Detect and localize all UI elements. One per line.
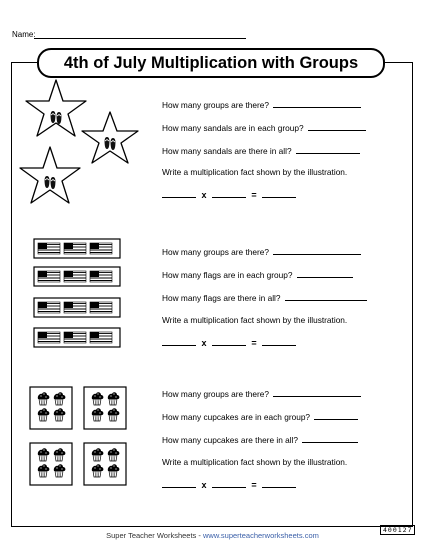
flag-group-2 [34, 267, 120, 286]
p2-instruction: Write a multiplication fact shown by the illustration. [162, 315, 348, 325]
p3-instruction: Write a multiplication fact shown by the illustration. [162, 457, 348, 467]
answer-blank[interactable] [285, 292, 367, 301]
answer-blank[interactable] [273, 388, 361, 397]
answer-blank[interactable] [302, 434, 358, 443]
flag-group-4 [34, 328, 120, 347]
answer-blank[interactable] [273, 246, 361, 255]
p2-fact: x = [162, 337, 296, 348]
cupcake-group-1 [30, 387, 72, 429]
answer-blank[interactable] [273, 99, 361, 108]
p2-groups-question: How many groups are there? [162, 246, 361, 257]
flag-group-3 [34, 298, 120, 317]
fact-blank[interactable] [262, 337, 296, 346]
fact-blank[interactable] [212, 479, 246, 488]
fact-blank[interactable] [262, 189, 296, 198]
worksheet-title: 4th of July Multiplication with Groups [37, 48, 385, 78]
footer-brand: Super Teacher Worksheets [106, 531, 197, 540]
fact-blank[interactable] [162, 479, 196, 488]
p1-instruction: Write a multiplication fact shown by the illustration. [162, 167, 348, 177]
cupcake-group-3 [30, 443, 72, 485]
fact-blank[interactable] [162, 189, 196, 198]
cupcake-group-4 [84, 443, 126, 485]
cupcake-group-2 [84, 387, 126, 429]
star-group-2 [82, 112, 138, 163]
fact-blank[interactable] [212, 337, 246, 346]
fact-blank[interactable] [162, 337, 196, 346]
p1-each-question: How many sandals are in each group? [162, 122, 366, 133]
name-label: Name: [12, 30, 36, 39]
p2-total-question: How many flags are there in all? [162, 292, 367, 303]
p3-groups-question: How many groups are there? [162, 388, 361, 399]
fact-blank[interactable] [262, 479, 296, 488]
footer: Super Teacher Worksheets - www.superteacherworksheets.com [106, 531, 319, 540]
answer-blank[interactable] [297, 269, 353, 278]
p3-total-question: How many cupcakes are there in all? [162, 434, 358, 445]
p2-each-question: How many flags are in each group? [162, 269, 353, 280]
p1-total-question: How many sandals are there in all? [162, 145, 360, 156]
footer-url-link[interactable]: www.superteacherworksheets.com [202, 531, 319, 540]
answer-blank[interactable] [308, 122, 366, 131]
worksheet-code: 400127 [380, 525, 415, 535]
p3-each-question: How many cupcakes are in each group? [162, 411, 358, 422]
fact-blank[interactable] [212, 189, 246, 198]
answer-blank[interactable] [314, 411, 358, 420]
flag-group-1 [34, 239, 120, 258]
p1-groups-question: How many groups are there? [162, 99, 361, 110]
p3-fact: x = [162, 479, 296, 490]
star-group-3 [20, 147, 80, 203]
answer-blank[interactable] [296, 145, 360, 154]
p1-fact: x = [162, 189, 296, 200]
star-group-1 [26, 80, 86, 136]
